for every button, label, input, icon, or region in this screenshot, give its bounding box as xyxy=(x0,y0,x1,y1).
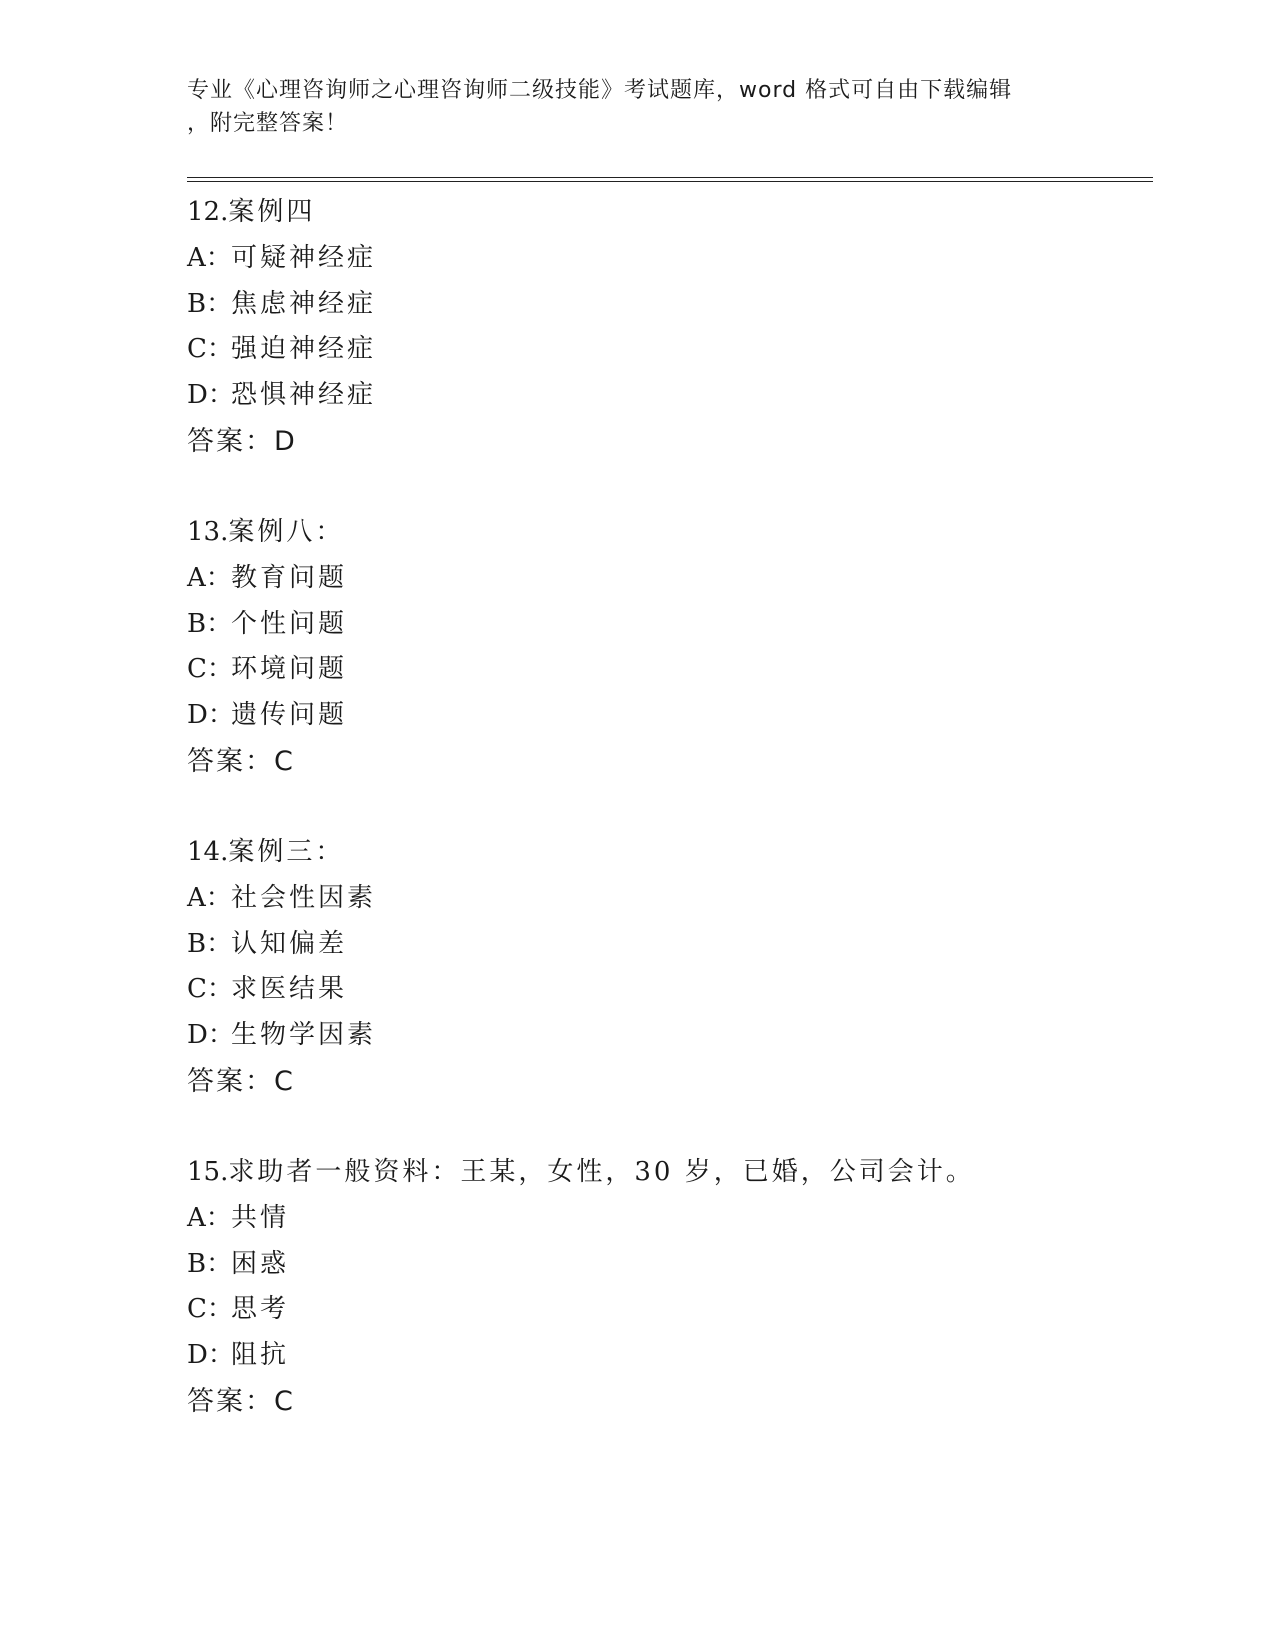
question-15 xyxy=(187,1150,1187,1425)
option-a xyxy=(187,876,1187,922)
question-number: 13. xyxy=(187,517,229,547)
option-d xyxy=(187,1333,1187,1379)
option-c xyxy=(187,967,1187,1013)
option-key: B： xyxy=(187,608,233,639)
option-key: D： xyxy=(187,1340,234,1371)
option-key: D： xyxy=(187,1020,234,1051)
option-key: A： xyxy=(187,562,232,593)
option-key: D： xyxy=(187,380,234,411)
option-c xyxy=(187,1287,1187,1333)
option-text: 共情 xyxy=(231,1202,290,1233)
option-text: 求医结果 xyxy=(231,974,348,1005)
option-text: 遗传问题 xyxy=(231,700,348,731)
header-divider-top xyxy=(187,177,1153,178)
question-stem xyxy=(187,830,1187,876)
document-header xyxy=(187,74,1087,140)
option-text: 恐惧神经症 xyxy=(231,380,377,411)
option-key: A： xyxy=(187,242,232,273)
option-b xyxy=(187,1242,1187,1288)
option-text: 生物学因素 xyxy=(231,1020,377,1051)
option-key: D： xyxy=(187,700,234,731)
option-text: 可疑神经症 xyxy=(231,242,377,273)
question-stem xyxy=(187,510,1187,556)
answer-line: 答案：C xyxy=(187,1385,295,1417)
option-text: 焦虑神经症 xyxy=(231,288,377,319)
option-text: 环境问题 xyxy=(231,654,348,685)
question-13 xyxy=(187,510,1187,785)
option-b xyxy=(187,282,1187,328)
question-stem xyxy=(187,190,1187,236)
option-b xyxy=(187,602,1187,648)
option-a xyxy=(187,556,1187,602)
question-text: 案例三： xyxy=(228,837,345,867)
question-number: 14. xyxy=(187,837,229,867)
option-key: B： xyxy=(187,288,233,319)
option-key: A： xyxy=(187,1202,232,1233)
option-key: C： xyxy=(187,654,233,685)
option-c xyxy=(187,327,1187,373)
question-12 xyxy=(187,190,1187,465)
option-text: 社会性因素 xyxy=(231,882,377,913)
option-text: 阻抗 xyxy=(231,1340,290,1371)
header-line-2: ，附完整答案！ xyxy=(187,111,349,136)
option-text: 强迫神经症 xyxy=(231,334,377,365)
question-number: 15. xyxy=(187,1157,229,1187)
option-key: C： xyxy=(187,974,233,1005)
option-d xyxy=(187,1013,1187,1059)
option-b xyxy=(187,922,1187,968)
option-key: A： xyxy=(187,882,232,913)
option-text: 困惑 xyxy=(231,1248,290,1279)
option-text: 个性问题 xyxy=(231,608,348,639)
answer-line: 答案：C xyxy=(187,1065,295,1097)
answer-line: 答案：D xyxy=(187,425,297,457)
option-d xyxy=(187,693,1187,739)
option-key: C： xyxy=(187,1294,233,1325)
option-key: C： xyxy=(187,334,233,365)
question-text: 案例八： xyxy=(228,517,345,547)
option-text: 思考 xyxy=(231,1294,290,1325)
option-text: 教育问题 xyxy=(231,562,348,593)
option-d xyxy=(187,373,1187,419)
option-key: B： xyxy=(187,928,233,959)
option-key: B： xyxy=(187,1248,233,1279)
header-line-1: 专业《心理咨询师之心理咨询师二级技能》考试题库，word 格式可自由下载编辑 xyxy=(187,78,1013,103)
option-a xyxy=(187,236,1187,282)
question-text: 案例四 xyxy=(228,197,316,227)
answer-line: 答案：C xyxy=(187,745,295,777)
header-divider-bottom xyxy=(187,181,1153,182)
option-c xyxy=(187,647,1187,693)
question-stem xyxy=(187,1150,1187,1196)
option-a xyxy=(187,1196,1187,1242)
question-text: 求助者一般资料：王某，女性，30 岁，已婚，公司会计。 xyxy=(228,1157,975,1187)
question-14 xyxy=(187,830,1187,1105)
option-text: 认知偏差 xyxy=(231,928,348,959)
question-number: 12. xyxy=(187,197,229,227)
